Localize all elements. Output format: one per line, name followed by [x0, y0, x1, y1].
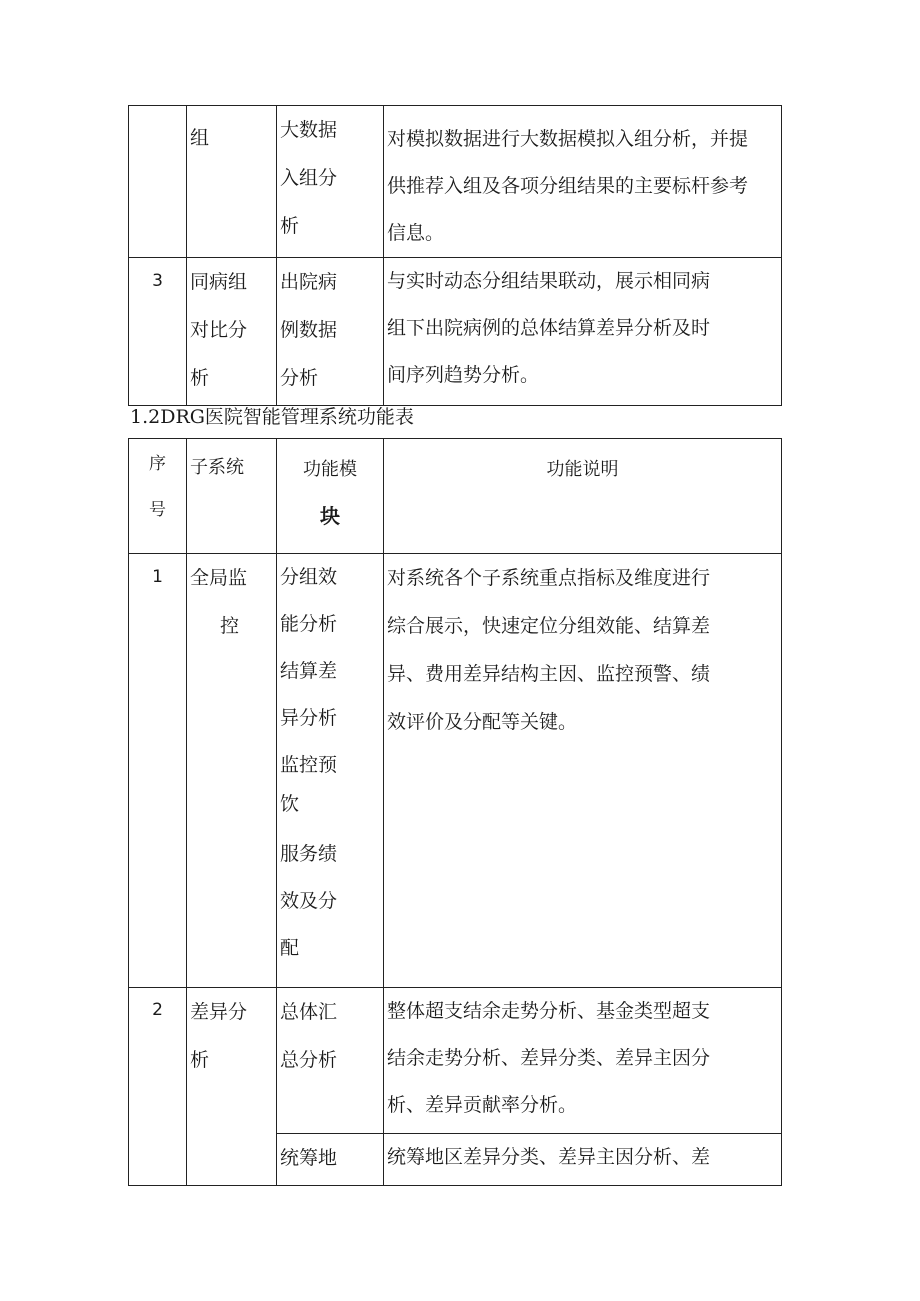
module-cell: 统筹地 — [277, 1134, 384, 1186]
header-description-cell: 功能说明 — [384, 439, 782, 554]
description-cell: 与实时动态分组结果联动，展示相同病 组下出院病例的总体结算差异分析及时 间序列趋势分析。 — [384, 258, 782, 406]
function-table-continued — [128, 105, 782, 406]
table-row — [129, 258, 782, 406]
header-subsystem-cell: 子系统 — [187, 439, 277, 554]
description-cell: 对系统各个子系统重点指标及维度进行 综合展示，快速定位分组效能、结算差 异、费用差异结构主因、监控预警、绩 效评价及分配等关键。 — [384, 554, 782, 988]
header-module-cell: 功能模 块 — [277, 439, 384, 554]
subsystem-cell: 全局监 控 — [187, 554, 277, 988]
header-num-cell: 序 号 — [129, 439, 187, 554]
table-row — [129, 106, 782, 258]
module-cell: 分组效 能分析 结算差 异分析 监控预 饮 服务绩 效及分 配 — [277, 554, 384, 988]
module-cell: 大数据 入组分 析 — [277, 106, 384, 258]
subsystem-cell: 组 — [187, 106, 277, 258]
row-number-cell: 3 — [129, 258, 187, 406]
subsystem-cell: 差异分 析 — [187, 988, 277, 1186]
description-cell: 统筹地区差异分类、差异主因分析、差 — [384, 1134, 782, 1186]
row-number-cell: 2 — [129, 988, 187, 1186]
drg-function-table — [128, 438, 782, 1186]
section-caption: 1.2DRG医院智能管理系统功能表 — [130, 406, 414, 428]
module-cell: 出院病 例数据 分析 — [277, 258, 384, 406]
table-row — [129, 988, 782, 1134]
table-header-row — [129, 439, 782, 554]
module-cell: 总体汇 总分析 — [277, 988, 384, 1134]
description-cell: 对模拟数据进行大数据模拟入组分析，并提 供推荐入组及各项分组结果的主要标杆参考 信息。 — [384, 106, 782, 258]
subsystem-cell: 同病组 对比分 析 — [187, 258, 277, 406]
description-cell: 整体超支结余走势分析、基金类型超支 结余走势分析、差异分类、差异主因分 析、差异贡献率分析。 — [384, 988, 782, 1134]
row-number-cell: 1 — [129, 554, 187, 988]
table-row — [129, 554, 782, 988]
row-number-cell — [129, 106, 187, 258]
